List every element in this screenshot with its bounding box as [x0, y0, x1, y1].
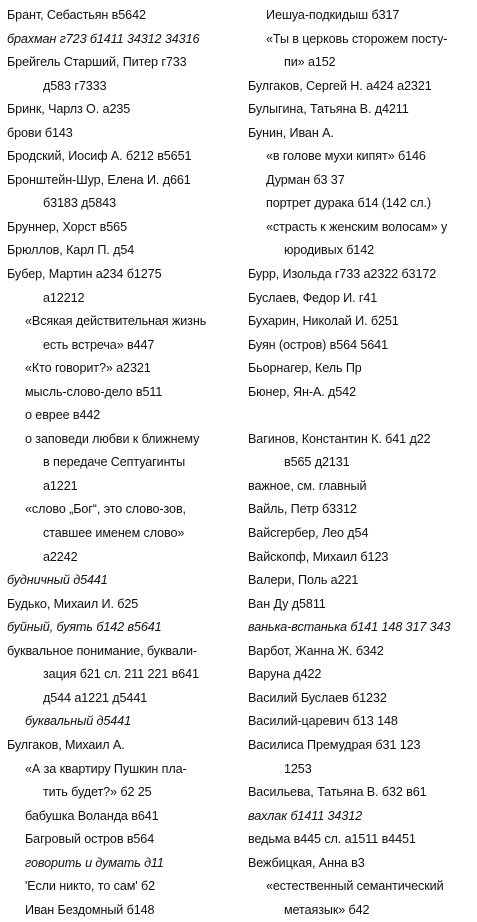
index-entry: Валери, Поль а221 — [248, 573, 359, 588]
index-entry: Багровый остров в564 — [25, 832, 155, 847]
index-entry: Бурр, Изольда г733 а2322 б3172 — [248, 267, 437, 282]
index-entry: Бухарин, Николай И. б251 — [248, 314, 399, 329]
index-entry: Васильева, Татьяна В. б32 в61 — [248, 785, 427, 800]
index-entry: пи» а152 — [284, 55, 336, 70]
index-entry: Буян (остров) в564 5641 — [248, 337, 388, 352]
index-entry: 'Если никто, то сам' б2 — [25, 879, 156, 894]
index-entry: есть встреча» в447 — [43, 337, 155, 352]
index-entry: Бунин, Иван А. — [248, 125, 334, 140]
index-entry: Василий Буслаев б1232 — [248, 690, 387, 705]
index-entry: тить будет?» б2 25 — [43, 785, 152, 800]
section-gap — [248, 404, 472, 428]
index-entry: Булгаков, Сергей Н. а424 а2321 — [248, 78, 432, 93]
index-entry: Вежбицкая, Анна в3 — [248, 855, 365, 870]
index-entry: в565 д2131 — [284, 455, 350, 470]
index-entry: «естественный семантический — [266, 879, 444, 894]
index-entry: важное, см. главный — [248, 478, 367, 493]
index-entry: «страсть к женским волосам» у — [266, 219, 448, 234]
index-entry: Булыгина, Татьяна В. д4211 — [248, 102, 409, 117]
index-entry: бабушка Воланда в641 — [25, 808, 159, 823]
index-entry: Бродский, Иосиф А. б212 в5651 — [7, 149, 192, 164]
index-entry: Бруннер, Хорст в565 — [7, 219, 127, 234]
index-entry: б3183 д5843 — [43, 196, 116, 211]
index-entry: брови б143 — [7, 125, 73, 140]
index-entry: а2242 — [43, 549, 78, 564]
index-entry: Вайсгербер, Лео д54 — [248, 526, 369, 541]
index-entry: Бубер, Мартин а234 б1275 — [7, 267, 162, 282]
index-entry: в передаче Септуагинты — [43, 455, 186, 470]
index-entry: Брюллов, Карл П. д54 — [7, 243, 135, 258]
index-entry: Бьорнагер, Кель Пр — [248, 361, 362, 376]
index-entry: говорить и думать д11 — [25, 855, 164, 870]
index-entry: д583 г7333 — [43, 78, 107, 93]
index-entry: будничный д5441 — [7, 573, 108, 588]
index-entry: Булгаков, Михаил А. — [7, 737, 125, 752]
index-entry: зация б21 сл. 211 221 в641 — [43, 667, 199, 682]
index-entry: «А за квартиру Пушкин пла- — [25, 761, 187, 776]
index-entry: Вайль, Петр б3312 — [248, 502, 357, 517]
index-entry: Брейгель Старший, Питер г733 — [7, 55, 187, 70]
index-entry: о заповеди любви к ближнему — [25, 431, 200, 446]
index-entry: Иван Бездомный б148 — [25, 902, 155, 917]
index-entry: мысль-слово-дело в511 — [25, 384, 163, 399]
index-entry: «слово „Бог“, это слово-зов, — [25, 502, 186, 517]
index-entry: Брант, Себастьян в5642 — [7, 8, 146, 22]
index-entry: буйный, буять б142 в5641 — [7, 620, 162, 635]
index-entry: портрет дурака б14 (142 сл.) — [266, 196, 431, 211]
index-entry: «Ты в церковь сторожем посту- — [266, 31, 448, 46]
index-entry: д544 а1221 д5441 — [43, 690, 148, 705]
index-entry: Ван Ду д5811 — [248, 596, 326, 611]
index-entry: Вагинов, Константин К. б41 д22 — [248, 431, 431, 446]
index-entry: Будько, Михаил И. б25 — [7, 596, 139, 611]
index-entry: а1221 — [43, 478, 78, 493]
index-left-column — [7, 4, 239, 922]
index-entry: Бронштейн-Шур, Елена И. д661 — [7, 172, 191, 187]
index-entry: «Кто говорит?» а2321 — [25, 361, 151, 376]
index-entry: буквальное понимание, буквали- — [7, 643, 198, 658]
index-entry: вахлак б1411 34312 — [248, 808, 363, 823]
index-entry: Василий-царевич б13 148 — [248, 714, 398, 729]
index-entry: ведьма в445 сл. а1511 в4451 — [248, 832, 416, 847]
index-entry: а12212 — [43, 290, 85, 305]
index-entry: Буслаев, Федор И. г41 — [248, 290, 378, 305]
index-entry: брахман г723 б1411 34312 34316 — [7, 31, 200, 46]
index-entry: Дурман б3 37 — [266, 172, 345, 187]
index-right-column — [248, 4, 472, 922]
index-entry: Бринк, Чарлз О. а235 — [7, 102, 131, 117]
index-entry: «в голове мухи кипят» б146 — [266, 149, 426, 164]
index-entry: «Всякая действительная жизнь — [25, 314, 207, 329]
index-entry: Варуна д422 — [248, 667, 322, 682]
index-entry: Вайскопф, Михаил б123 — [248, 549, 389, 564]
index-entry: Василиса Премудрая б31 123 — [248, 737, 421, 752]
index-entry: буквальный д5441 — [25, 714, 132, 729]
index-entry: о еврее в442 — [25, 408, 101, 423]
index-entry: метаязык» б42 — [284, 902, 370, 917]
index-entry: ванька-встанька б141 148 317 343 — [248, 620, 451, 635]
index-entry: Иешуа-подкидыш б317 — [266, 8, 400, 22]
index-entry: 1253 — [284, 761, 312, 776]
index-entry: юродивых б142 — [284, 243, 375, 258]
index-entry: Варбот, Жанна Ж. б342 — [248, 643, 384, 658]
index-entry: Бюнер, Ян-А. д542 — [248, 384, 356, 399]
index-entry: ставшее именем слово» — [43, 526, 185, 541]
